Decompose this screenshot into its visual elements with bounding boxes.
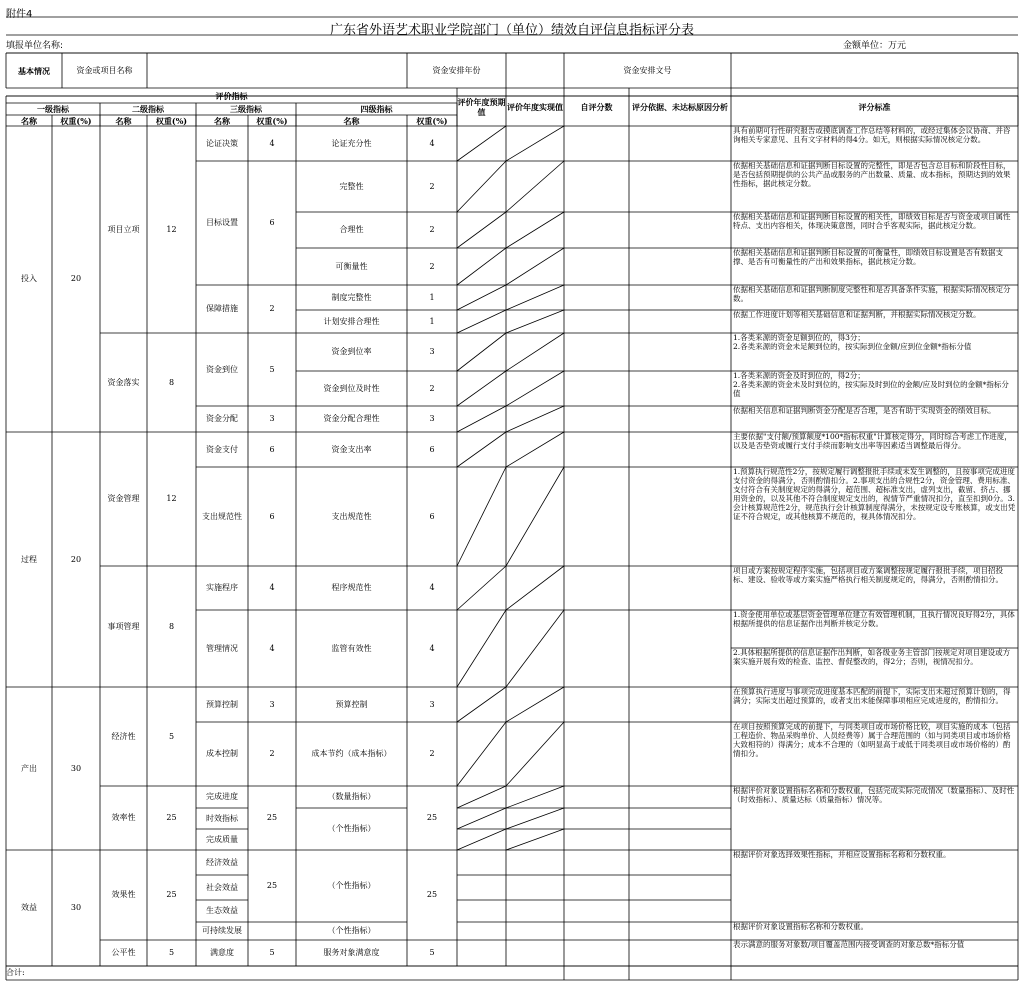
level1-name: 过程 <box>21 554 37 564</box>
scoring-standard: 依据相关基础信息和证据判断目标设置的相关性，即绩效目标是否与资金或项目属性特点、支出内容相关，体现决策意图，同时合乎客观实际，据此核定分数。 <box>733 212 1011 230</box>
level4-name: 资金到位率 <box>331 347 372 356</box>
header-name: 名称 <box>214 115 230 126</box>
scoring-standard: 根据评价对象设置指标名称和分数权重。 <box>733 922 868 931</box>
scoring-standard: 依据相关基础信息和证据判断目标设置的可衡量性，即绩效目标设置是否有数据支撑、是否有可衡量性的产出和效果指标，据此核定分数。 <box>733 248 1003 266</box>
header-basis: 评分依据、未达标原因分析 <box>632 102 728 112</box>
level4-weight: 4 <box>429 138 435 148</box>
level4-name: 资金分配合理性 <box>323 414 380 423</box>
level4-name: 预算控制 <box>335 699 368 709</box>
level4-name: 论证充分性 <box>331 138 372 148</box>
level2-name: 效果性 <box>111 890 136 899</box>
level2-weight: 25 <box>166 813 177 822</box>
level4-weight: 25 <box>426 890 438 899</box>
level4-name: 服务对象满意度 <box>323 948 380 957</box>
level4-weight: 6 <box>429 444 435 454</box>
level3-name: 支出规范性 <box>202 511 242 521</box>
level3-weight: 25 <box>266 813 278 822</box>
level1-name: 效益 <box>21 903 37 912</box>
level2-name: 事项管理 <box>107 621 140 631</box>
attachment-label: 附件4 <box>6 9 33 20</box>
header-weight: 权重(%) <box>256 115 288 126</box>
level3-weight: 4 <box>269 583 275 592</box>
level4-weight: 3 <box>429 347 435 356</box>
level4-name: （个性指标） <box>327 824 376 833</box>
level1-weight: 20 <box>70 554 82 564</box>
level2-name: 资金落实 <box>107 377 140 387</box>
scoring-standard: 1.预算执行规范性2分，按规定履行调整报批手续或未发生调整的，且按事项完成进度支付资金的得满分，否则酌情扣分。2.事项支出的合规性2分，资金管理、费用标准、支付符合有关制度规定的得满分，超范围、超标准支出，虚列支出，截留、挤占、挪用资金的，以及其他不符合制度规定支出的，视情节严重情况扣分，直至扣到0分。3.会计核算规范性2分，规范执行会计核算制度得满分，未按规定设专账核算，或支出凭证不符合规定，或其他核算不规范的，视具体情况扣分。 <box>733 467 1016 521</box>
level4-weight: 5 <box>429 948 435 957</box>
level4-weight: 2 <box>429 181 435 191</box>
document-no-label: 资金安排文号 <box>623 65 672 75</box>
basic-info-label: 基本情况 <box>18 65 50 76</box>
level1-name: 投入 <box>21 274 37 283</box>
level4-name: 计划安排合理性 <box>323 316 380 326</box>
header-level4: 四级指标 <box>360 104 393 114</box>
scoring-standard: 1.各类来源的资金及时到位的，得2分； 2.各类来源的资金未及时到位的，按实际及时到位的金额/应及时到位的金额*指标分值 <box>733 371 1009 398</box>
level4-name: 资金支出率 <box>331 444 372 454</box>
level3-name: 实施程序 <box>206 583 238 592</box>
header-level1: 一级指标 <box>37 104 69 114</box>
level3-weight <box>248 922 296 940</box>
level2-name: 公平性 <box>111 948 136 957</box>
level3-name: 经济效益 <box>206 857 238 867</box>
header-self-score: 自评分数 <box>580 102 613 112</box>
level4-weight: 6 <box>429 511 435 521</box>
filling-unit-label: 填报单位名称: <box>6 41 64 51</box>
header-name: 名称 <box>21 115 37 126</box>
level4-weight: 1 <box>429 316 435 326</box>
level4-name: 程序规范性 <box>331 583 372 592</box>
level4-name: 支出规范性 <box>331 511 372 521</box>
amount-unit-label: 金额单位：万元 <box>843 41 907 51</box>
level3-name: 成本控制 <box>206 749 238 758</box>
header-name: 名称 <box>343 115 360 126</box>
level3-name: 时效指标 <box>206 813 238 823</box>
level2-weight: 8 <box>168 621 175 631</box>
level3-name: 管理情况 <box>206 643 238 653</box>
scoring-standard: 具有前期可行性研究报告或摸底调查工作总结等材料的，或经过集体会议协商、并咨询相关专家意见、且有文字材料的得4分。如无，则根据实际情况核定分数。 <box>733 126 1011 144</box>
level4-weight: 2 <box>429 261 435 271</box>
header-level3: 三级指标 <box>230 104 262 114</box>
level4-weight: 4 <box>429 583 435 592</box>
level3-weight: 4 <box>269 138 275 148</box>
level1-weight: 20 <box>70 274 82 283</box>
level2-weight: 12 <box>166 494 177 503</box>
level3-weight: 6 <box>269 511 275 521</box>
level2-weight: 5 <box>168 731 175 741</box>
total-label: 合计: <box>6 968 25 977</box>
level4-name: 资金到位及时性 <box>323 383 380 393</box>
project-name-label: 资金或项目名称 <box>76 65 133 75</box>
scoring-standard: 主要依据"支付额/预算额度*100*指标权重"计算核定得分，同时综合考虑工作进度，以及是否垫资或履行支付手续而影响支出率等因素适当调整最后得分。 <box>733 432 1012 450</box>
level3-weight: 4 <box>269 643 275 653</box>
scoring-standard: 依据相关基础信息和证据判断目标设置的完整性，即是否包含总目标和阶段性目标，是否包括预期提供的公共产品或服务的产出数量、质量、成本指标，预期达到的效果性指标，据此核定分数。 <box>733 161 1011 188</box>
header-annual-actual: 评价年度实现值 <box>507 102 563 112</box>
header-name: 名称 <box>115 115 132 126</box>
level3-weight: 3 <box>269 414 275 423</box>
level4-name: 成本节约（成本指标） <box>311 749 392 758</box>
level3-weight: 3 <box>269 699 275 709</box>
arrangement-year-label: 资金安排年份 <box>432 65 481 75</box>
level4-weight: 3 <box>429 699 435 709</box>
level2-weight: 8 <box>168 377 175 387</box>
level3-name: 生态效益 <box>206 906 238 915</box>
level1-weight: 30 <box>70 903 82 912</box>
level3-weight: 6 <box>269 218 275 227</box>
scoring-standard: 在项目按照预算完成的前提下，与同类项目或市场价格比较，项目实施的成本（包括工程造价、物品采购单价、人员经费等）属于合理范围的（如与同类项目或市场价格大致相符的）得满分；成本不合理的（如明显高于或低于同类项目或市场价格的）酌情扣分。 <box>733 722 1011 758</box>
level4-name: 可衡量性 <box>335 261 368 271</box>
level3-name: 资金支付 <box>206 444 238 454</box>
level3-weight: 2 <box>269 749 275 758</box>
level4-name: （个性指标） <box>327 881 376 890</box>
level3-name: 论证决策 <box>206 138 238 148</box>
level4-name: （数量指标） <box>327 792 376 801</box>
level4-weight: 2 <box>429 225 435 234</box>
scoring-standard: 项目或方案按规定程序实施，包括项目或方案调整按规定履行报批手续，项目招投标、建设、验收等或方案实施严格执行相关制度规定的，得满分，否则酌情扣分。 <box>733 566 1003 584</box>
level3-name: 社会效益 <box>206 882 238 892</box>
level3-name: 预算控制 <box>206 699 238 709</box>
header-annual-expected: 评价年度预期值 <box>457 97 506 117</box>
header-weight: 权重(%) <box>416 115 448 126</box>
scoring-standard: 依据相关信息和证据判断资金分配是否合理，是否有助于实现资金的绩效目标。 <box>733 406 996 415</box>
level3-name: 资金分配 <box>206 414 238 423</box>
level3-name: 完成进度 <box>206 792 238 801</box>
scoring-standard: 2.具体根据所提供的信息证据作出判断，如各级业务主管部门按规定对项目建设或方案实施开展有效的检查、监控、督促整改的，得2分；否则，视情况扣分。 <box>733 648 1011 666</box>
level4-name: 监管有效性 <box>331 643 372 653</box>
level1-name: 产出 <box>21 763 37 773</box>
level3-weight: 25 <box>266 881 278 890</box>
level4-weight: 3 <box>429 414 435 423</box>
level3-weight: 2 <box>269 304 275 313</box>
header-weight: 权重(%) <box>60 115 92 126</box>
level3-name: 满意度 <box>210 948 234 957</box>
scoring-standard: 根据评价对象设置指标名称和分数权重，包括完成实际完成情况（数量指标）、及时性（时效指标）、质量达标（质量指标）情况等。 <box>733 786 1015 804</box>
level3-weight: 5 <box>269 364 275 374</box>
level2-weight: 12 <box>166 224 177 234</box>
page-title: 广东省外语艺术职业学院部门（单位）绩效自评信息指标评分表 <box>329 23 694 38</box>
scoring-standard: 在预算执行进度与事项完成进度基本匹配的前提下，实际支出未超过预算计划的，得满分；实际支出超过预算的，或者支出未能保障事项相应完成进度的，酌情扣分。 <box>733 687 1011 705</box>
level4-name: （个性指标） <box>327 926 376 935</box>
level4-weight: 2 <box>429 749 435 758</box>
header-eval-indicator: 评价指标 <box>215 90 248 101</box>
scoring-standard: 1.资金使用单位或基层资金管理单位建立有效管理机制，且执行情况良好得2分，具体根据所提供的信息证据作出判断并核定分数。 <box>733 610 1015 628</box>
level2-name: 效率性 <box>111 813 136 822</box>
level2-name: 项目立项 <box>107 224 140 234</box>
level3-name: 目标设置 <box>206 218 238 227</box>
level2-name: 经济性 <box>111 731 136 741</box>
level1-weight: 30 <box>70 763 82 773</box>
level3-name: 保障措施 <box>206 304 238 313</box>
scoring-standard: 表示满意的服务对象数/项目覆盖范围内接受调查的对象总数*指标分值 <box>733 940 965 949</box>
level4-name: 制度完整性 <box>331 292 372 302</box>
level3-name: 完成质量 <box>206 834 238 844</box>
level2-weight: 25 <box>166 890 177 899</box>
scoring-standard: 依据相关基础信息和证据判断制度完整性和是否具备条件实施，根据实际情况核定分数。 <box>733 285 1011 303</box>
level3-weight: 6 <box>269 444 275 454</box>
level2-weight: 5 <box>168 948 175 957</box>
level4-weight: 2 <box>429 383 435 393</box>
scoring-standard: 1.各类来源的资金足额到位的，得3分； 2.各类来源的资金未足额到位的，按实际到位金额/应到位金额*指标分值 <box>733 333 972 351</box>
header-level2: 二级指标 <box>132 104 164 114</box>
level4-weight: 1 <box>429 292 435 302</box>
header-standard: 评分标准 <box>858 102 891 112</box>
level3-name: 可持续发展 <box>202 926 242 935</box>
scoring-standard: 依据工作进度计划等相关基础信息和证据判断，并根据实际情况核定分数。 <box>733 310 981 319</box>
level4-name: 完整性 <box>339 181 364 191</box>
level3-name: 资金到位 <box>206 364 238 374</box>
level4-name: 合理性 <box>339 225 364 234</box>
level4-weight: 25 <box>426 813 438 822</box>
level4-weight: 4 <box>429 643 435 653</box>
scoring-standard: 根据评价对象选择效果性指标，并相应设置指标名称和分数权重。 <box>733 850 951 859</box>
level2-name: 资金管理 <box>107 494 140 503</box>
level3-weight: 5 <box>269 948 275 957</box>
header-weight: 权重(%) <box>155 115 188 126</box>
